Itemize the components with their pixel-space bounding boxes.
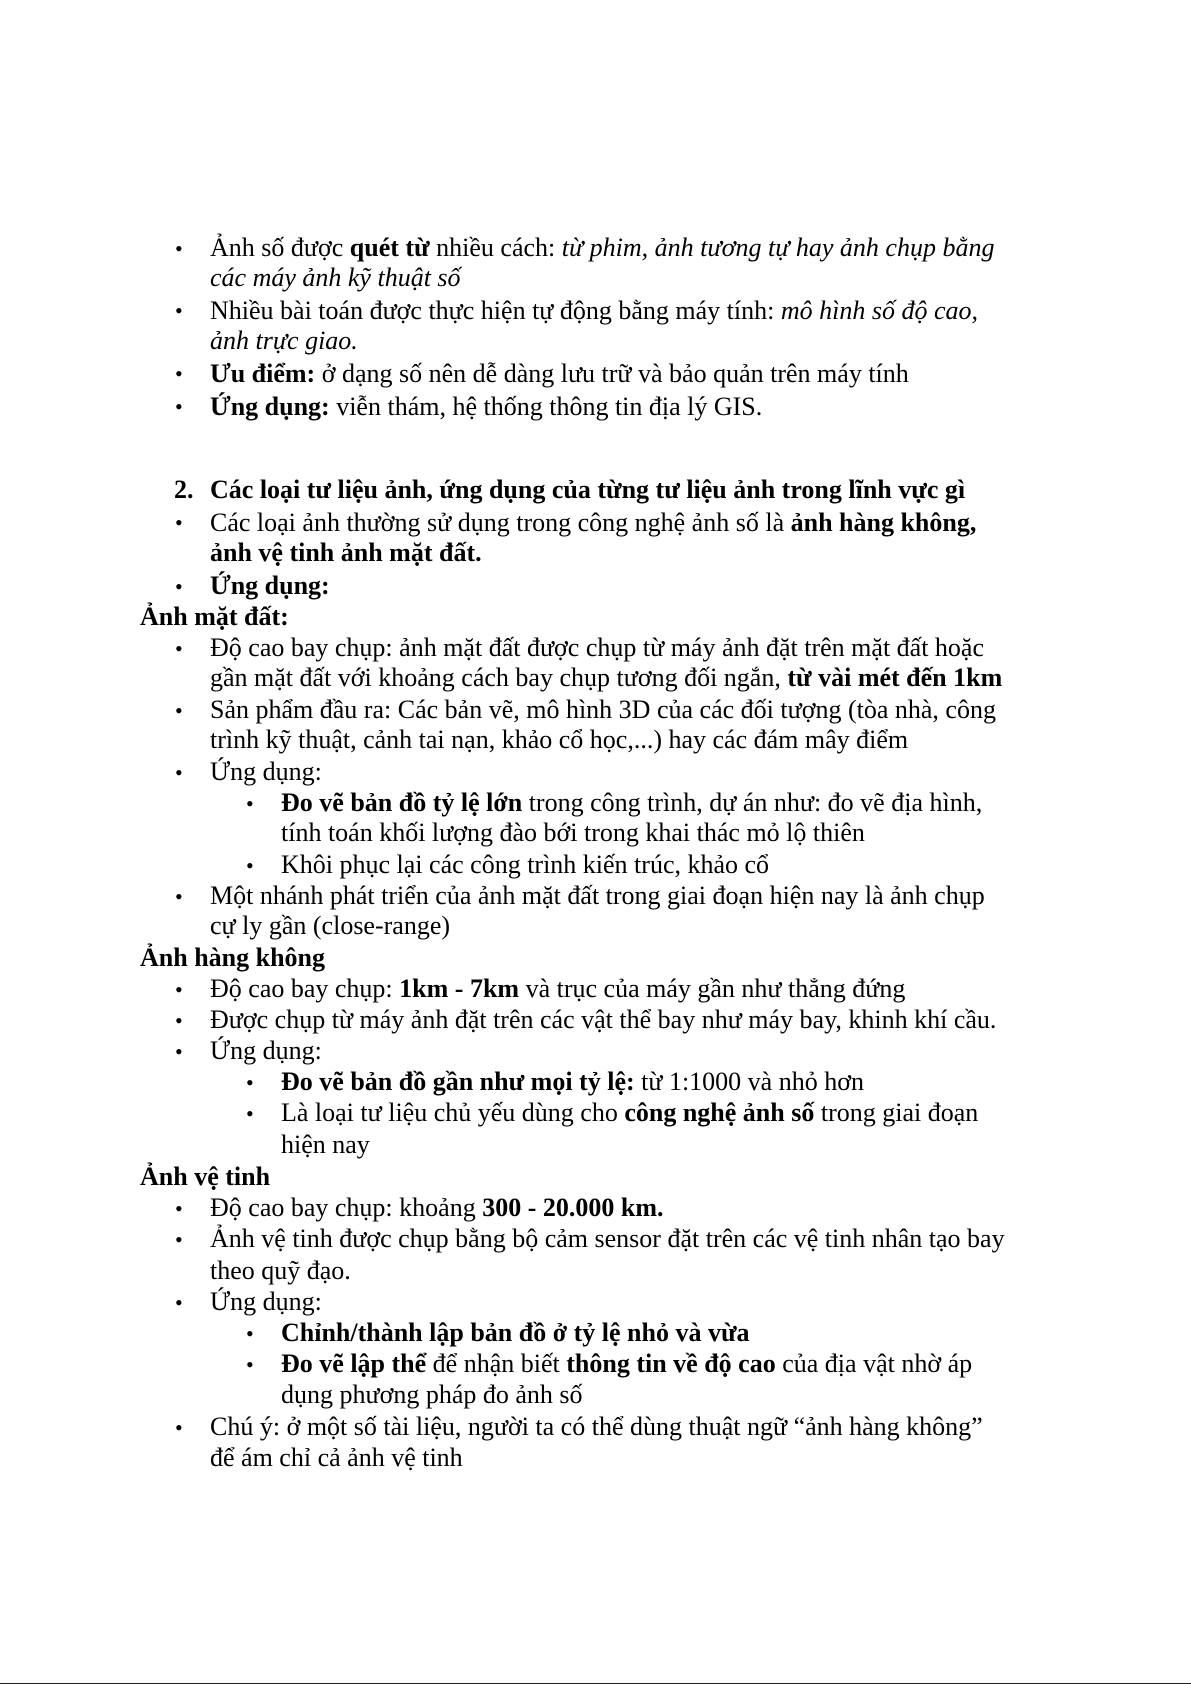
- bullet-text: Ứng dụng:: [210, 757, 322, 786]
- sub-bullet-dot: •: [246, 1070, 254, 1095]
- bullet-text: Ảnh vệ tinh được chụp bằng bộ cảm sensor đặt trên các vệ tinh nhân tạo bay: [210, 1224, 1005, 1253]
- text-run: gần mặt đất với khoảng cách bay chụp tương đối ngắn,: [210, 663, 788, 692]
- sub-bullet-dot: •: [246, 1352, 254, 1377]
- bullet-text: Được chụp từ máy ảnh đặt trên các vật thể bay như máy bay, khinh khí cầu.: [210, 1005, 997, 1034]
- sub-bullet-text: [281, 788, 982, 818]
- text-run: 1km - 7km: [399, 974, 520, 1003]
- bullet-dot: •: [175, 884, 183, 909]
- bullet-text: Ứng dụng:: [210, 1287, 322, 1316]
- bullet-text-cont: trình kỹ thuật, cảnh tai nạn, khảo cổ học,...) hay các đám mây điểm: [210, 725, 909, 754]
- bullet-text: Ứng dụng:: [210, 571, 330, 600]
- text-run: nhiều cách:: [429, 233, 562, 262]
- bullet-text: [210, 1193, 663, 1223]
- sub-bullet-text-cont: tính toán khối lượng đào bới trong khai thác mỏ lộ thiên: [281, 818, 865, 847]
- bullet-dot: •: [175, 698, 183, 723]
- text-run: quét từ: [349, 233, 430, 262]
- bullet-dot: •: [175, 510, 183, 535]
- bullet-dot: •: [175, 394, 183, 419]
- text-run: từ 1:1000 và nhỏ hơn: [634, 1067, 864, 1096]
- text-run: công nghệ ảnh số: [624, 1098, 815, 1127]
- subsection-title: Ảnh hàng không: [140, 943, 325, 972]
- bullet-dot: •: [175, 1227, 183, 1252]
- bullet-text: [210, 296, 978, 326]
- bullet-dot: •: [175, 361, 183, 386]
- sub-bullet-dot: •: [246, 1101, 254, 1126]
- bullet-text: [210, 233, 994, 263]
- bullet-text: [210, 359, 909, 389]
- bullet-text: [210, 508, 976, 538]
- text-run: Nhiều bài toán được thực hiện tự động bằng máy tính:: [210, 296, 781, 325]
- text-run: Là loại tư liệu chủ yếu dùng cho: [281, 1098, 625, 1127]
- text-run: ảnh hàng không,: [790, 508, 977, 537]
- text-run: thông tin về độ cao: [566, 1349, 776, 1378]
- text-run: Các loại ảnh thường sử dụng trong công nghệ ảnh số là: [210, 508, 791, 537]
- text-run: và trục của máy gần như thẳng đứng: [519, 974, 906, 1003]
- bullet-text: Sản phẩm đầu ra: Các bản vẽ, mô hình 3D của các đối tượng (tòa nhà, công: [210, 695, 996, 724]
- bullet-dot: •: [175, 1415, 183, 1440]
- text-run: viễn thám, hệ thống thông tin địa lý GIS.: [329, 392, 763, 421]
- bullet-dot: •: [175, 574, 183, 599]
- bullet-text-cont: để ám chỉ cả ảnh vệ tinh: [210, 1443, 463, 1472]
- section-heading: Các loại tư liệu ảnh, ứng dụng của từng tư liệu ảnh trong lĩnh vực gì: [210, 475, 966, 504]
- bullet-text: Độ cao bay chụp: ảnh mặt đất được chụp từ máy ảnh đặt trên mặt đất hoặc: [210, 633, 985, 662]
- text-run: 300 - 20.000 km.: [482, 1193, 664, 1222]
- text-run: từ phim, ảnh tương tự hay ảnh chụp bằng: [561, 233, 995, 262]
- bullet-dot: •: [175, 977, 183, 1002]
- bullet-dot: •: [175, 236, 183, 261]
- section-number: 2.: [174, 475, 194, 504]
- sub-bullet-dot: •: [246, 853, 254, 878]
- text-run: từ vài mét đến 1km: [787, 663, 1003, 692]
- text-run: Đo vẽ bản đồ tỷ lệ lớn: [281, 788, 523, 817]
- bullet-dot: •: [175, 1008, 183, 1033]
- text-run: Độ cao bay chụp:: [210, 974, 400, 1003]
- bullet-dot: •: [175, 298, 183, 323]
- text-run: Ưu điểm:: [210, 359, 316, 388]
- bullet-text-cont: ảnh trực giao.: [210, 326, 358, 355]
- bullet-text: [210, 974, 905, 1004]
- bullet-text-cont: cự ly gần (close-range): [210, 911, 451, 940]
- text-run: trong công trình, dự án như: đo vẽ địa hình,: [522, 788, 983, 817]
- sub-bullet-dot: •: [246, 1321, 254, 1346]
- bullet-dot: •: [175, 1290, 183, 1315]
- text-run: mô hình số độ cao,: [780, 296, 979, 325]
- bullet-text-cont: ảnh vệ tinh ảnh mặt đất.: [210, 538, 482, 567]
- bullet-text: [210, 392, 762, 422]
- sub-bullet-text: Chỉnh/thành lập bản đồ ở tỷ lệ nhỏ và vừa: [281, 1318, 750, 1347]
- bullet-text-cont: [210, 663, 1002, 693]
- bullet-text: Một nhánh phát triển của ảnh mặt đất trong giai đoạn hiện nay là ảnh chụp: [210, 881, 985, 910]
- text-run: Ảnh số được: [210, 233, 350, 262]
- bullet-text: Chú ý: ở một số tài liệu, người ta có thể dùng thuật ngữ “ảnh hàng không”: [210, 1412, 983, 1441]
- page-bottom-rule: [0, 1683, 1191, 1684]
- bullet-dot: •: [175, 760, 183, 785]
- bullet-dot: •: [175, 1039, 183, 1064]
- text-run: ở dạng số nên dễ dàng lưu trữ và bảo quản trên máy tính: [315, 359, 909, 388]
- text-run: Độ cao bay chụp: khoảng: [210, 1193, 483, 1222]
- sub-bullet-text: [281, 1067, 864, 1097]
- text-run: Đo vẽ lập thể: [281, 1349, 427, 1378]
- sub-bullet-text-cont: hiện nay: [281, 1130, 370, 1159]
- text-run: của địa vật nhờ áp: [775, 1349, 973, 1378]
- subsection-title: Ảnh vệ tinh: [140, 1162, 271, 1191]
- bullet-text: Ứng dụng:: [210, 1036, 322, 1065]
- sub-bullet-dot: •: [246, 791, 254, 816]
- bullet-text-cont: theo quỹ đạo.: [210, 1256, 351, 1285]
- text-run: Ứng dụng:: [210, 392, 330, 421]
- sub-bullet-text: [281, 1098, 978, 1128]
- sub-bullet-text-cont: dụng phương pháp đo ảnh số: [281, 1380, 583, 1409]
- text-run: Đo vẽ bản đồ gần như mọi tỷ lệ:: [281, 1067, 635, 1096]
- sub-bullet-text: [281, 1349, 972, 1379]
- text-run: trong giai đoạn: [814, 1098, 979, 1127]
- sub-bullet-text: Khôi phục lại các công trình kiến trúc, khảo cổ: [281, 850, 770, 879]
- bullet-dot: •: [175, 1196, 183, 1221]
- text-run: để nhận biết: [426, 1349, 567, 1378]
- bullet-dot: •: [175, 636, 183, 661]
- subsection-title: Ảnh mặt đất:: [140, 602, 289, 631]
- bullet-text-cont: các máy ảnh kỹ thuật số: [210, 263, 461, 292]
